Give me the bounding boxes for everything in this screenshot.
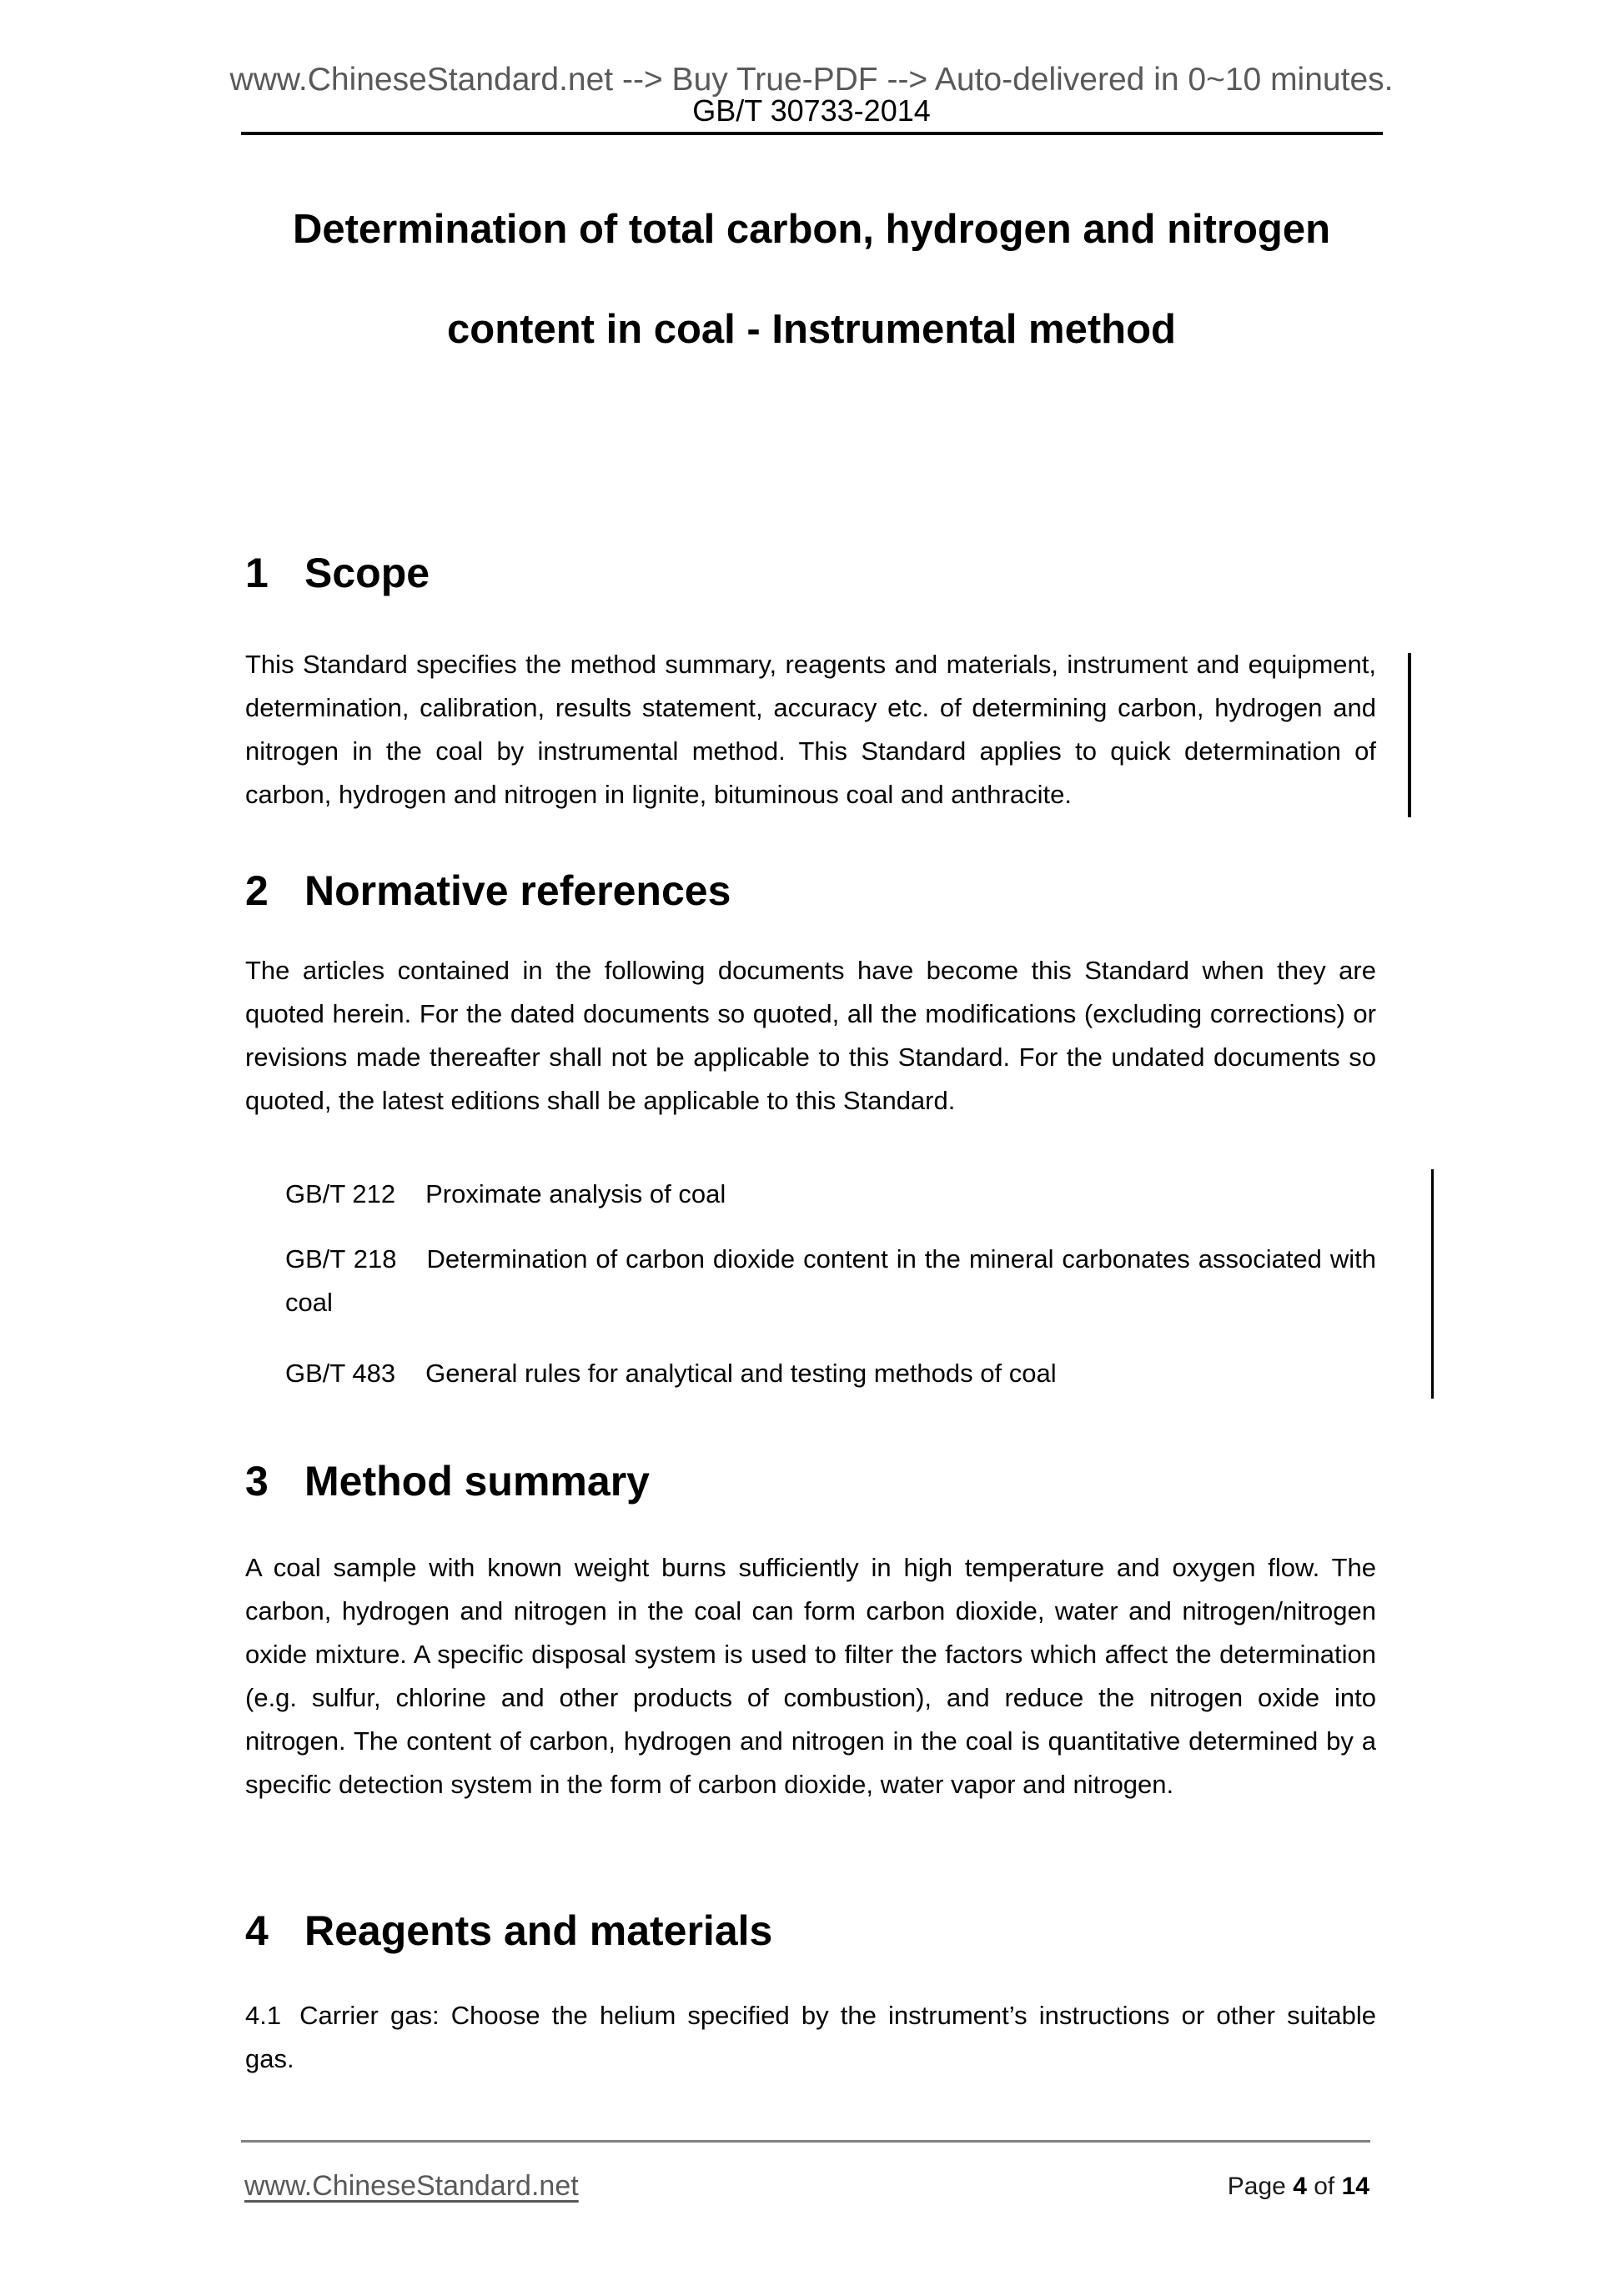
header-divider: [241, 132, 1383, 135]
section-number: 4: [245, 1907, 269, 1954]
of-label: of: [1314, 2173, 1335, 2200]
section-heading-method-summary: [245, 1458, 650, 1505]
change-bar: [1431, 1169, 1434, 1399]
footer-site-link[interactable]: www.ChineseStandard.net: [244, 2170, 579, 2202]
section-title: Method summary: [304, 1458, 650, 1505]
section-number: 1: [245, 550, 269, 596]
reference-title: Determination of carbon dioxide content in the mineral carbonates associated with coal: [285, 1244, 1376, 1317]
section-heading-reagents-materials: [245, 1907, 773, 1954]
reference-code: GB/T 218: [285, 1244, 397, 1274]
section-heading-normative-references: [245, 867, 731, 914]
document-title-line1: Determination of total carbon, hydrogen and nitrogen: [292, 207, 1331, 252]
header-promo-text: www.ChineseStandard.net --> Buy True-PDF --> Auto-delivered in 0~10 minutes.: [229, 62, 1394, 98]
section-number: 2: [245, 867, 269, 914]
page-indicator: [1228, 2170, 1369, 2203]
section-title: Normative references: [304, 867, 731, 914]
page-label: Page: [1227, 2173, 1286, 2200]
reference-code: GB/T 212: [285, 1179, 396, 1208]
page-number: 4: [1293, 2173, 1307, 2200]
reference-title: Proximate analysis of coal: [425, 1179, 726, 1208]
scope-paragraph: This Standard specifies the method summary, reagents and materials, instrument and equipment, determination, calibration, results statement, accuracy etc. of determining carbon, hydrogen and nitrogen in the coal by instrumental method. This Standard applies to quick determination of carbon, hydrogen and nitrogen in lignite, bituminous coal and anthracite.: [245, 650, 1376, 809]
reference-item: [285, 1173, 1376, 1216]
section-title: Reagents and materials: [304, 1907, 773, 1954]
method-summary-paragraph: A coal sample with known weight burns sufficiently in high temperature and oxygen flow. The carbon, hydrogen and nitrogen in the coal can form carbon dioxide, water and nitrogen/nitrogen oxide mixture. A specific disposal system is used to filter the factors which affect the determination (e.g. sulfur, chlorine and other products of combustion), and reduce the nitrogen oxide into nitrogen. The content of carbon, hydrogen and nitrogen in the coal is quantitative determined by a specific detection system in the form of carbon dioxide, water vapor and nitrogen.: [245, 1553, 1376, 1799]
reference-code: GB/T 483: [285, 1359, 396, 1388]
section-title: Scope: [304, 550, 430, 596]
reference-title: General rules for analytical and testing methods of coal: [425, 1359, 1057, 1388]
section-heading-scope: [245, 552, 430, 594]
reference-item: [285, 1352, 1376, 1395]
normative-references-paragraph: The articles contained in the following documents have become this Standard when they are quoted herein. For the dated documents so quoted, all the modifications (excluding corrections) or revisions made thereafter shall not be applicable to this Standard. For the undated documents so quoted, the latest editions shall be applicable to this Standard.: [245, 956, 1376, 1115]
change-bar: [1408, 653, 1411, 817]
reference-item: [285, 1238, 1376, 1324]
page-total: 14: [1341, 2173, 1369, 2200]
clause-4-1: [245, 1994, 1376, 2081]
section-number: 3: [245, 1458, 269, 1505]
clause-number: 4.1: [245, 2001, 282, 2030]
document-title-line2: content in coal - Instrumental method: [447, 307, 1176, 352]
clause-text: Carrier gas: Choose the helium specified by the instrument’s instructions or other suitable gas.: [245, 2001, 1376, 2073]
footer-divider: [241, 2140, 1370, 2143]
standard-number: GB/T 30733-2014: [692, 93, 931, 128]
